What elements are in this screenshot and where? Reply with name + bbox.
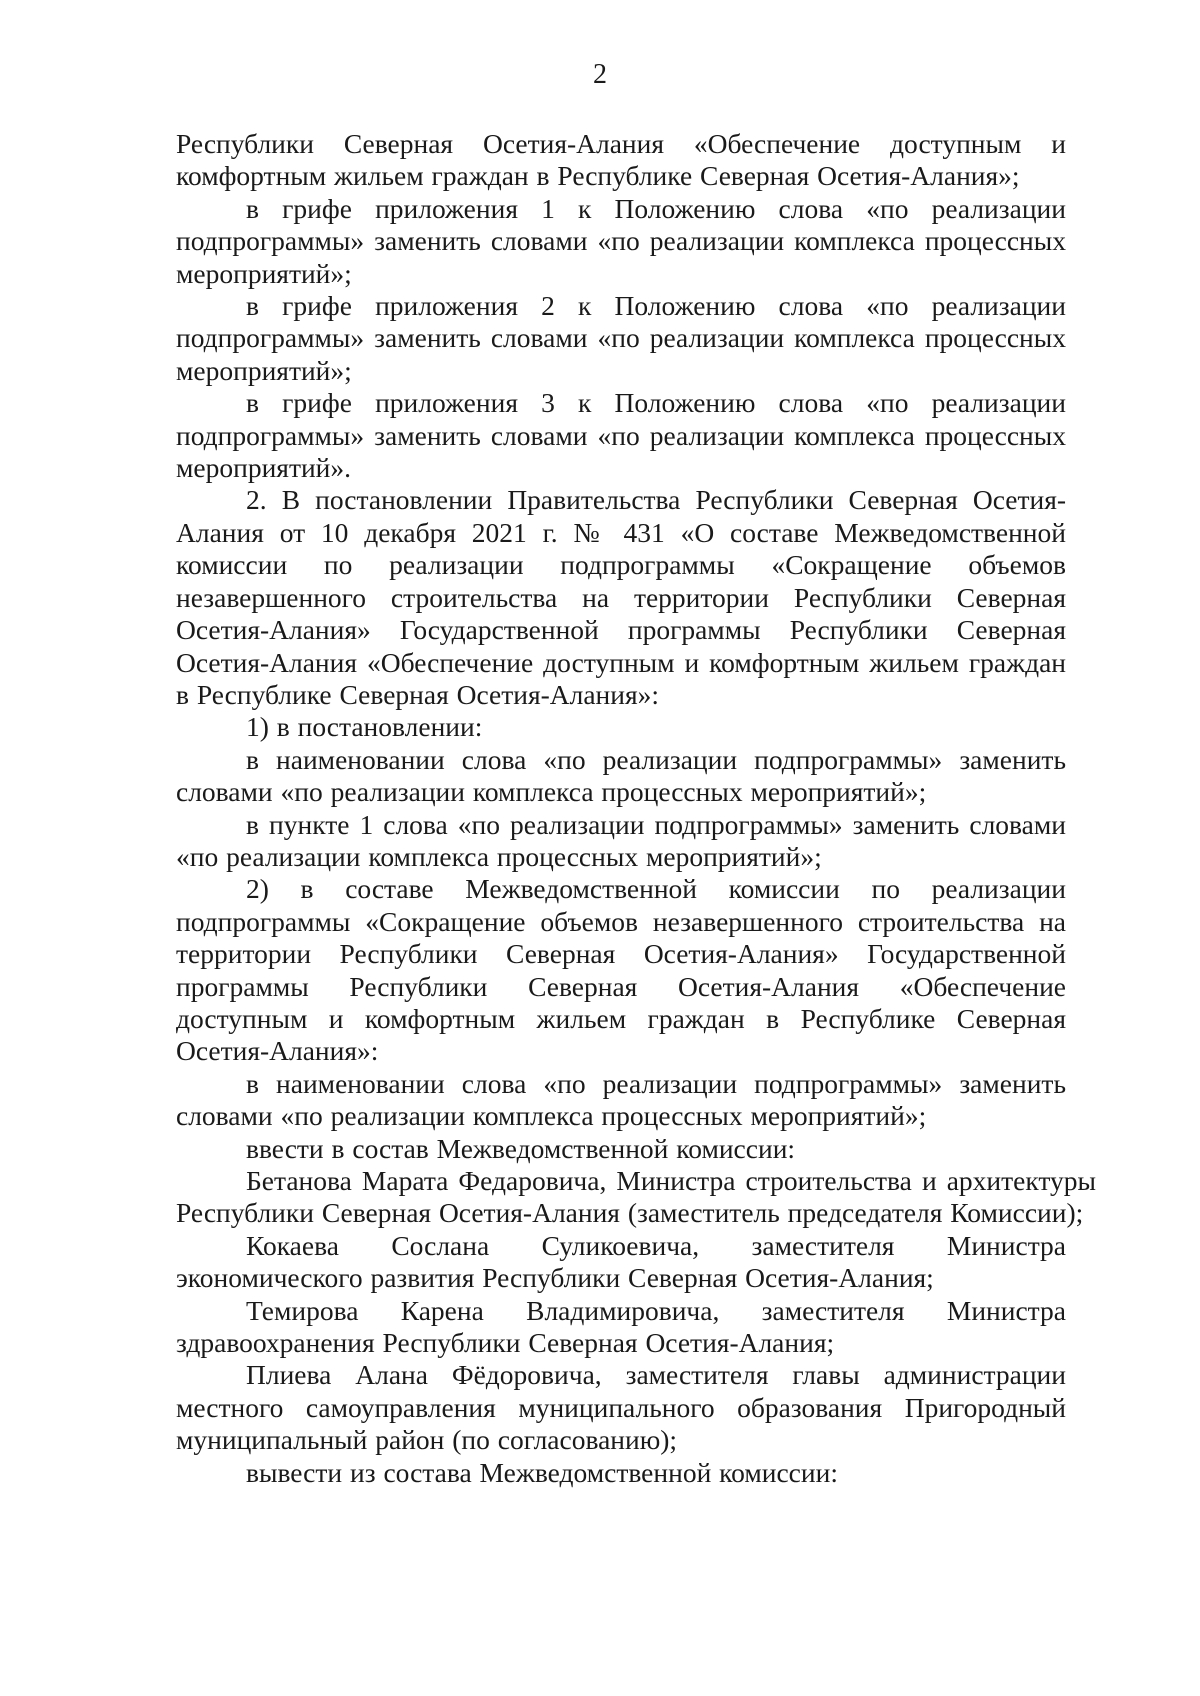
paragraph-composition-title-change: в наименовании слова «по реализации подпрограммы» заменить словами «по реализации комплекса процессных мероприятий»;: [176, 1067, 1066, 1132]
member-kokaev: Кокаева Сослана Суликоевича, заместителя Министра экономического развития Республики Северная Осетия-Алания;: [176, 1229, 1066, 1294]
paragraph-subitem-1: 1) в постановлении:: [246, 711, 483, 743]
paragraph-remove-members: вывести из состава Межведомственной комиссии:: [246, 1456, 838, 1488]
paragraph-item-2: 2. В постановлении Правительства Республики Северная Осетия-Алания от 10 декабря 2021 г. № 431 «О составе Межведомственной комиссии по реализации подпрограммы «Сокращение объемов незавершенного строительства на территории Республики Северная Осетия-Алания» Государственной программы Республики Северная Осетия-Алания «Обеспечение доступным и комфортным жильем граждан в Республике Северная Осетия-Алания»:: [176, 484, 1066, 710]
paragraph-title-change: в наименовании слова «по реализации подпрограммы» заменить словами «по реализации комплекса процессных мероприятий»;: [176, 743, 1066, 808]
document-body: [176, 128, 1096, 1489]
paragraph-point-1-change: в пункте 1 слова «по реализации подпрограммы» заменить словами «по реализации комплекса процессных мероприятий»;: [176, 808, 1066, 872]
paragraph-annex-3: в грифе приложения 3 к Положению слова «по реализации подпрограммы» заменить словами «по реализации комплекса процессных мероприятий».: [176, 387, 1066, 484]
member-temirov: Темирова Карена Владимировича, заместителя Министра здравоохранения Республики Северная Осетия-Алания;: [176, 1294, 1066, 1359]
paragraph-annex-1: в грифе приложения 1 к Положению слова «по реализации подпрограммы» заменить словами «по реализации комплекса процессных мероприятий»;: [176, 192, 1066, 289]
paragraph-add-members: ввести в состав Межведомственной комиссии:: [246, 1132, 796, 1164]
paragraph-continuation: Республики Северная Осетия-Алания «Обеспечение доступным и комфортным жильем граждан в Республике Северная Осетия-Алания»;: [176, 128, 1066, 192]
paragraph-annex-2: в грифе приложения 2 к Положению слова «по реализации подпрограммы» заменить словами «по реализации комплекса процессных мероприятий»;: [176, 290, 1066, 386]
page-number: 2: [593, 59, 607, 90]
paragraph-subitem-2: 2) в составе Межведомственной комиссии по реализации подпрограммы «Сокращение объемов незавершенного строительства на территории Республики Северная Осетия-Алания» Государственной программы Республики Северная Осетия-Алания «Обеспечение доступным и комфортным жильем граждан в Республике Северная Осетия-Алания»:: [176, 873, 1066, 1067]
member-betanov: Бетанова Марата Федаровича, Министра строительства и архитектуры Республики Северная Осетия-Алания (заместитель председателя Комиссии);: [176, 1165, 1096, 1229]
member-pliev: Плиева Алана Фёдоровича, заместителя главы администрации местного самоуправления муниципального образования Пригородный муниципальный район (по согласованию);: [176, 1359, 1066, 1456]
